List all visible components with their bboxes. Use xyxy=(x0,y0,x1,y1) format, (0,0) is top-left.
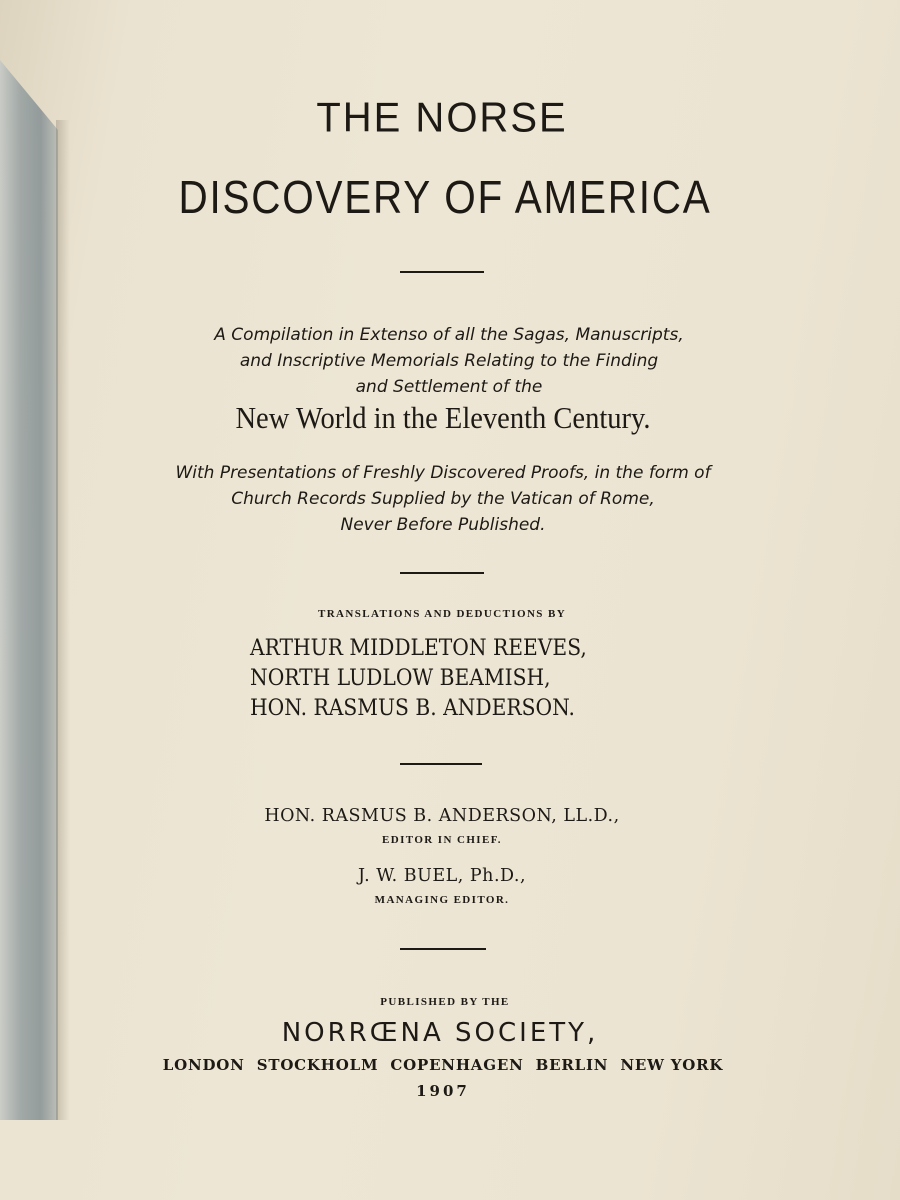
editor-in-chief-role: EDITOR IN CHIEF. xyxy=(382,834,502,846)
published-by-label: PUBLISHED BY THE xyxy=(380,996,510,1008)
divider-rule xyxy=(400,572,484,574)
translator-name: NORTH LUDLOW BEAMISH, xyxy=(250,666,551,691)
translator-name: ARTHUR MIDDLETON REEVES, xyxy=(250,636,587,661)
proofs-text xyxy=(0,460,886,538)
compilation-line: and Inscriptive Memorials Relating to the Finding xyxy=(239,351,659,371)
compilation-text xyxy=(0,322,898,400)
divider-rule xyxy=(400,763,482,765)
editor-in-chief-name: HON. RASMUS B. ANDERSON, LL.D., xyxy=(264,806,620,826)
translator-list xyxy=(250,634,636,724)
compilation-line: and Settlement of the xyxy=(355,377,543,397)
compilation-line: A Compilation in Extenso of all the Sagas, Manuscripts, xyxy=(214,325,684,345)
gutter-shadow xyxy=(56,120,70,1120)
managing-editor-name: J. W. BUEL, Ph.D., xyxy=(357,866,527,886)
managing-editor-role: MANAGING EDITOR. xyxy=(374,894,510,906)
title-line-2: DISCOVERY OF AMERICA xyxy=(178,171,712,223)
translations-label: TRANSLATIONS AND DEDUCTIONS BY xyxy=(317,608,567,620)
translator-name: HON. RASMUS B. ANDERSON. xyxy=(250,696,575,721)
divider-rule xyxy=(400,948,486,950)
publication-year: 1907 xyxy=(416,1082,470,1100)
divider-rule xyxy=(400,271,484,273)
proofs-line: Church Records Supplied by the Vatican of Rome, xyxy=(231,489,655,509)
publisher-name: NORRŒNA SOCIETY, xyxy=(281,1018,599,1048)
title-line-1: THE NORSE xyxy=(316,94,568,142)
eleventh-century-heading: New World in the Eleventh Century. xyxy=(235,400,651,435)
book-spine-edge xyxy=(0,60,58,1120)
publisher-cities: LONDON STOCKHOLM COPENHAGEN BERLIN NEW YORK xyxy=(162,1056,724,1074)
proofs-line: With Presentations of Freshly Discovered Proofs, in the form of xyxy=(175,463,711,483)
proofs-line: Never Before Published. xyxy=(340,515,546,535)
